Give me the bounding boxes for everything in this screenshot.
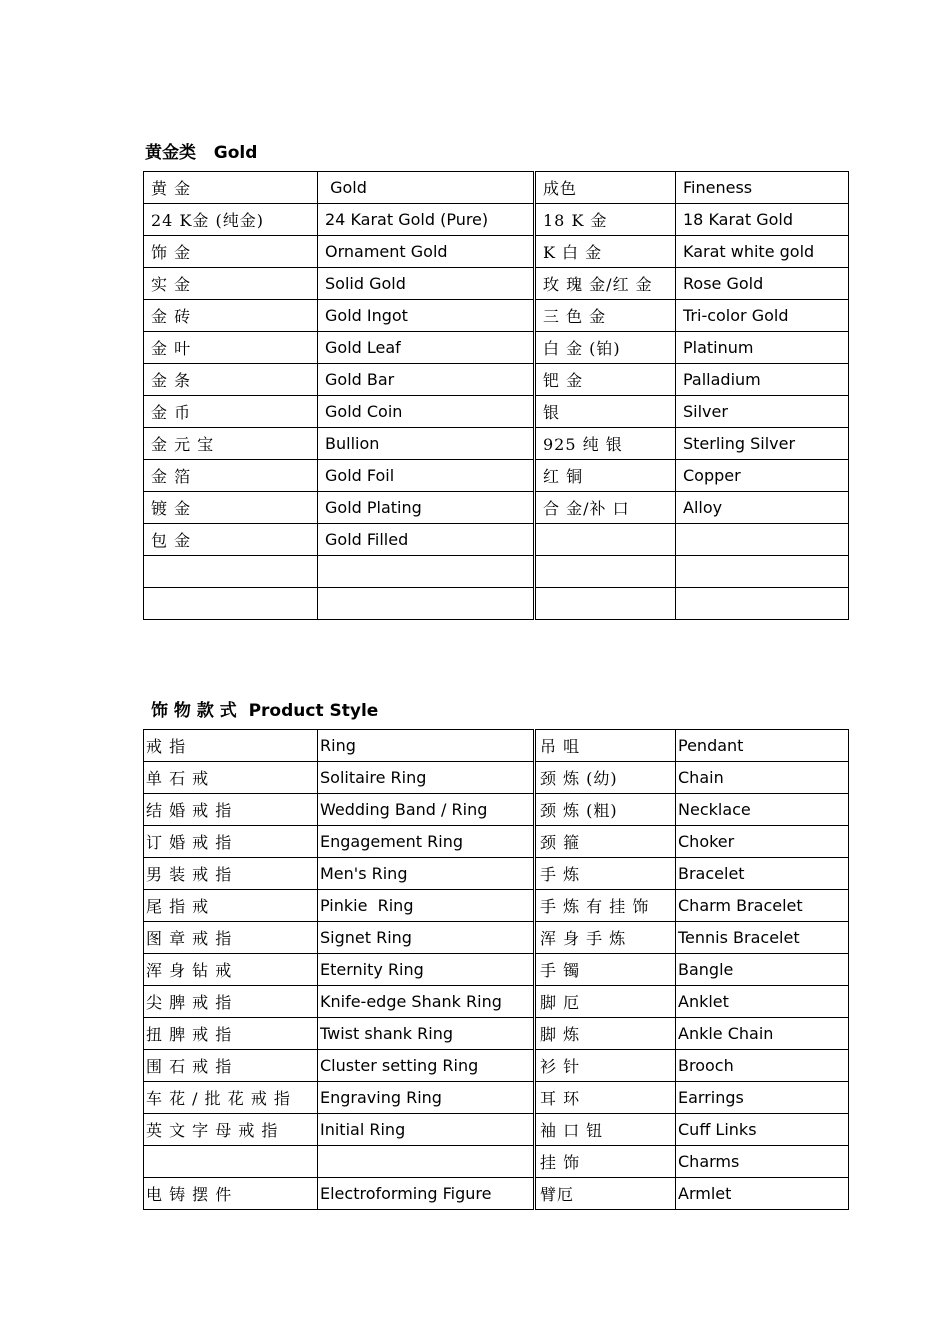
table-row [144, 954, 849, 986]
chinese-term-cell: 臂厄 [535, 1178, 676, 1210]
chinese-term-cell: 男 装 戒 指 [144, 858, 318, 890]
english-term-cell: Sterling Silver [676, 428, 849, 460]
chinese-term-cell: 金 叶 [144, 332, 318, 364]
chinese-term-cell: 金 砖 [144, 300, 318, 332]
table-row [144, 1146, 849, 1178]
table-row [144, 1050, 849, 1082]
chinese-term-cell [144, 588, 318, 620]
english-term-cell: Tri-color Gold [676, 300, 849, 332]
english-term-cell: Gold Bar [318, 364, 535, 396]
chinese-term-cell: 饰 金 [144, 236, 318, 268]
english-term-cell: Ankle Chain [676, 1018, 849, 1050]
chinese-term-cell: 脚 厄 [535, 986, 676, 1018]
table-row [144, 172, 849, 204]
english-term-cell: Cuff Links [676, 1114, 849, 1146]
chinese-term-cell [144, 556, 318, 588]
table-row [144, 890, 849, 922]
chinese-term-cell: 耳 环 [535, 1082, 676, 1114]
chinese-term-cell: 围 石 戒 指 [144, 1050, 318, 1082]
chinese-term-cell: 吊 咀 [535, 730, 676, 762]
english-term-cell: Choker [676, 826, 849, 858]
chinese-term-cell: 袖 口 钮 [535, 1114, 676, 1146]
english-term-cell: Pendant [676, 730, 849, 762]
english-term-cell: Gold [318, 172, 535, 204]
chinese-term-cell: 结 婚 戒 指 [144, 794, 318, 826]
table-row [144, 1018, 849, 1050]
chinese-term-cell: 衫 针 [535, 1050, 676, 1082]
chinese-term-cell: 手 炼 [535, 858, 676, 890]
chinese-term-cell: 尾 指 戒 [144, 890, 318, 922]
english-term-cell: Tennis Bracelet [676, 922, 849, 954]
table-row [144, 492, 849, 524]
chinese-term-cell: 金 币 [144, 396, 318, 428]
english-term-cell: Electroforming Figure [318, 1178, 535, 1210]
chinese-term-cell: 金 条 [144, 364, 318, 396]
chinese-term-cell: 钯 金 [535, 364, 676, 396]
chinese-term-cell: 925 纯 银 [535, 428, 676, 460]
english-term-cell: Necklace [676, 794, 849, 826]
chinese-term-cell: 金 元 宝 [144, 428, 318, 460]
table-row [144, 396, 849, 428]
english-term-cell: Gold Leaf [318, 332, 535, 364]
table-row [144, 268, 849, 300]
chinese-term-cell: 颈 箍 [535, 826, 676, 858]
english-term-cell [318, 588, 535, 620]
english-term-cell: Gold Filled [318, 524, 535, 556]
chinese-term-cell: 白 金 (铂) [535, 332, 676, 364]
table-row [144, 826, 849, 858]
english-term-cell: Wedding Band / Ring [318, 794, 535, 826]
chinese-term-cell: 图 章 戒 指 [144, 922, 318, 954]
chinese-term-cell: 扭 脾 戒 指 [144, 1018, 318, 1050]
english-term-cell: Gold Foil [318, 460, 535, 492]
chinese-term-cell: 金 箔 [144, 460, 318, 492]
chinese-term-cell [535, 588, 676, 620]
table-row [144, 986, 849, 1018]
table-row [144, 524, 849, 556]
english-term-cell: 24 Karat Gold (Pure) [318, 204, 535, 236]
english-term-cell: Charms [676, 1146, 849, 1178]
table-row [144, 428, 849, 460]
chinese-term-cell: 浑 身 手 炼 [535, 922, 676, 954]
english-term-cell [318, 1146, 535, 1178]
english-term-cell: Brooch [676, 1050, 849, 1082]
english-term-cell: Armlet [676, 1178, 849, 1210]
chinese-term-cell: 挂 饰 [535, 1146, 676, 1178]
english-term-cell: Knife-edge Shank Ring [318, 986, 535, 1018]
english-term-cell: Charm Bracelet [676, 890, 849, 922]
chinese-term-cell: 车 花 / 批 花 戒 指 [144, 1082, 318, 1114]
table-row [144, 922, 849, 954]
english-term-cell: 18 Karat Gold [676, 204, 849, 236]
table-row [144, 460, 849, 492]
table-row [144, 300, 849, 332]
product-style-table [143, 729, 849, 1210]
english-term-cell: Solitaire Ring [318, 762, 535, 794]
english-term-cell: Bullion [318, 428, 535, 460]
english-term-cell: Initial Ring [318, 1114, 535, 1146]
chinese-term-cell: 脚 炼 [535, 1018, 676, 1050]
english-term-cell: Rose Gold [676, 268, 849, 300]
english-term-cell: Gold Ingot [318, 300, 535, 332]
chinese-term-cell: 镀 金 [144, 492, 318, 524]
english-term-cell: Copper [676, 460, 849, 492]
english-term-cell [676, 588, 849, 620]
table-row [144, 332, 849, 364]
chinese-term-cell: 黄 金 [144, 172, 318, 204]
chinese-term-cell: 玫 瑰 金/红 金 [535, 268, 676, 300]
chinese-term-cell: 颈 炼 (粗) [535, 794, 676, 826]
english-term-cell: Solid Gold [318, 268, 535, 300]
table-row [144, 364, 849, 396]
table-row [144, 204, 849, 236]
english-term-cell [676, 524, 849, 556]
english-term-cell [318, 556, 535, 588]
chinese-term-cell: 戒 指 [144, 730, 318, 762]
english-term-cell: Gold Plating [318, 492, 535, 524]
table-row [144, 236, 849, 268]
chinese-term-cell: 成色 [535, 172, 676, 204]
english-term-cell: Karat white gold [676, 236, 849, 268]
chinese-term-cell: K 白 金 [535, 236, 676, 268]
english-term-cell: Ornament Gold [318, 236, 535, 268]
english-term-cell: Gold Coin [318, 396, 535, 428]
english-term-cell: Eternity Ring [318, 954, 535, 986]
chinese-term-cell: 包 金 [144, 524, 318, 556]
chinese-term-cell: 订 婚 戒 指 [144, 826, 318, 858]
chinese-term-cell: 浑 身 钻 戒 [144, 954, 318, 986]
english-term-cell: Palladium [676, 364, 849, 396]
chinese-term-cell: 实 金 [144, 268, 318, 300]
chinese-term-cell: 银 [535, 396, 676, 428]
table-row [144, 762, 849, 794]
english-term-cell: Bracelet [676, 858, 849, 890]
product-style-section-title: 饰 物 款 式 Product Style [151, 701, 379, 721]
chinese-term-cell: 三 色 金 [535, 300, 676, 332]
table-row [144, 556, 849, 588]
chinese-term-cell: 18 K 金 [535, 204, 676, 236]
english-term-cell: Silver [676, 396, 849, 428]
english-term-cell: Anklet [676, 986, 849, 1018]
gold-terms-table [143, 171, 849, 620]
table-row [144, 588, 849, 620]
chinese-term-cell: 24 K金 (纯金) [144, 204, 318, 236]
english-term-cell: Engraving Ring [318, 1082, 535, 1114]
table-row [144, 1082, 849, 1114]
table-row [144, 794, 849, 826]
chinese-term-cell: 单 石 戒 [144, 762, 318, 794]
gold-section-title: 黄金类 Gold [145, 143, 258, 163]
english-term-cell: Men's Ring [318, 858, 535, 890]
chinese-term-cell: 颈 炼 (幼) [535, 762, 676, 794]
chinese-term-cell: 合 金/补 口 [535, 492, 676, 524]
english-term-cell: Signet Ring [318, 922, 535, 954]
english-term-cell: Pinkie Ring [318, 890, 535, 922]
english-term-cell: Cluster setting Ring [318, 1050, 535, 1082]
english-term-cell: Twist shank Ring [318, 1018, 535, 1050]
english-term-cell: Platinum [676, 332, 849, 364]
english-term-cell [676, 556, 849, 588]
table-row [144, 858, 849, 890]
chinese-term-cell [535, 524, 676, 556]
english-term-cell: Engagement Ring [318, 826, 535, 858]
english-term-cell: Earrings [676, 1082, 849, 1114]
chinese-term-cell: 红 铜 [535, 460, 676, 492]
table-row [144, 1114, 849, 1146]
table-row [144, 1178, 849, 1210]
chinese-term-cell [144, 1146, 318, 1178]
chinese-term-cell [535, 556, 676, 588]
chinese-term-cell: 手 镯 [535, 954, 676, 986]
chinese-term-cell: 英 文 字 母 戒 指 [144, 1114, 318, 1146]
english-term-cell: Fineness [676, 172, 849, 204]
english-term-cell: Chain [676, 762, 849, 794]
chinese-term-cell: 尖 脾 戒 指 [144, 986, 318, 1018]
english-term-cell: Bangle [676, 954, 849, 986]
table-row [144, 730, 849, 762]
english-term-cell: Ring [318, 730, 535, 762]
chinese-term-cell: 手 炼 有 挂 饰 [535, 890, 676, 922]
english-term-cell: Alloy [676, 492, 849, 524]
chinese-term-cell: 电 铸 摆 件 [144, 1178, 318, 1210]
